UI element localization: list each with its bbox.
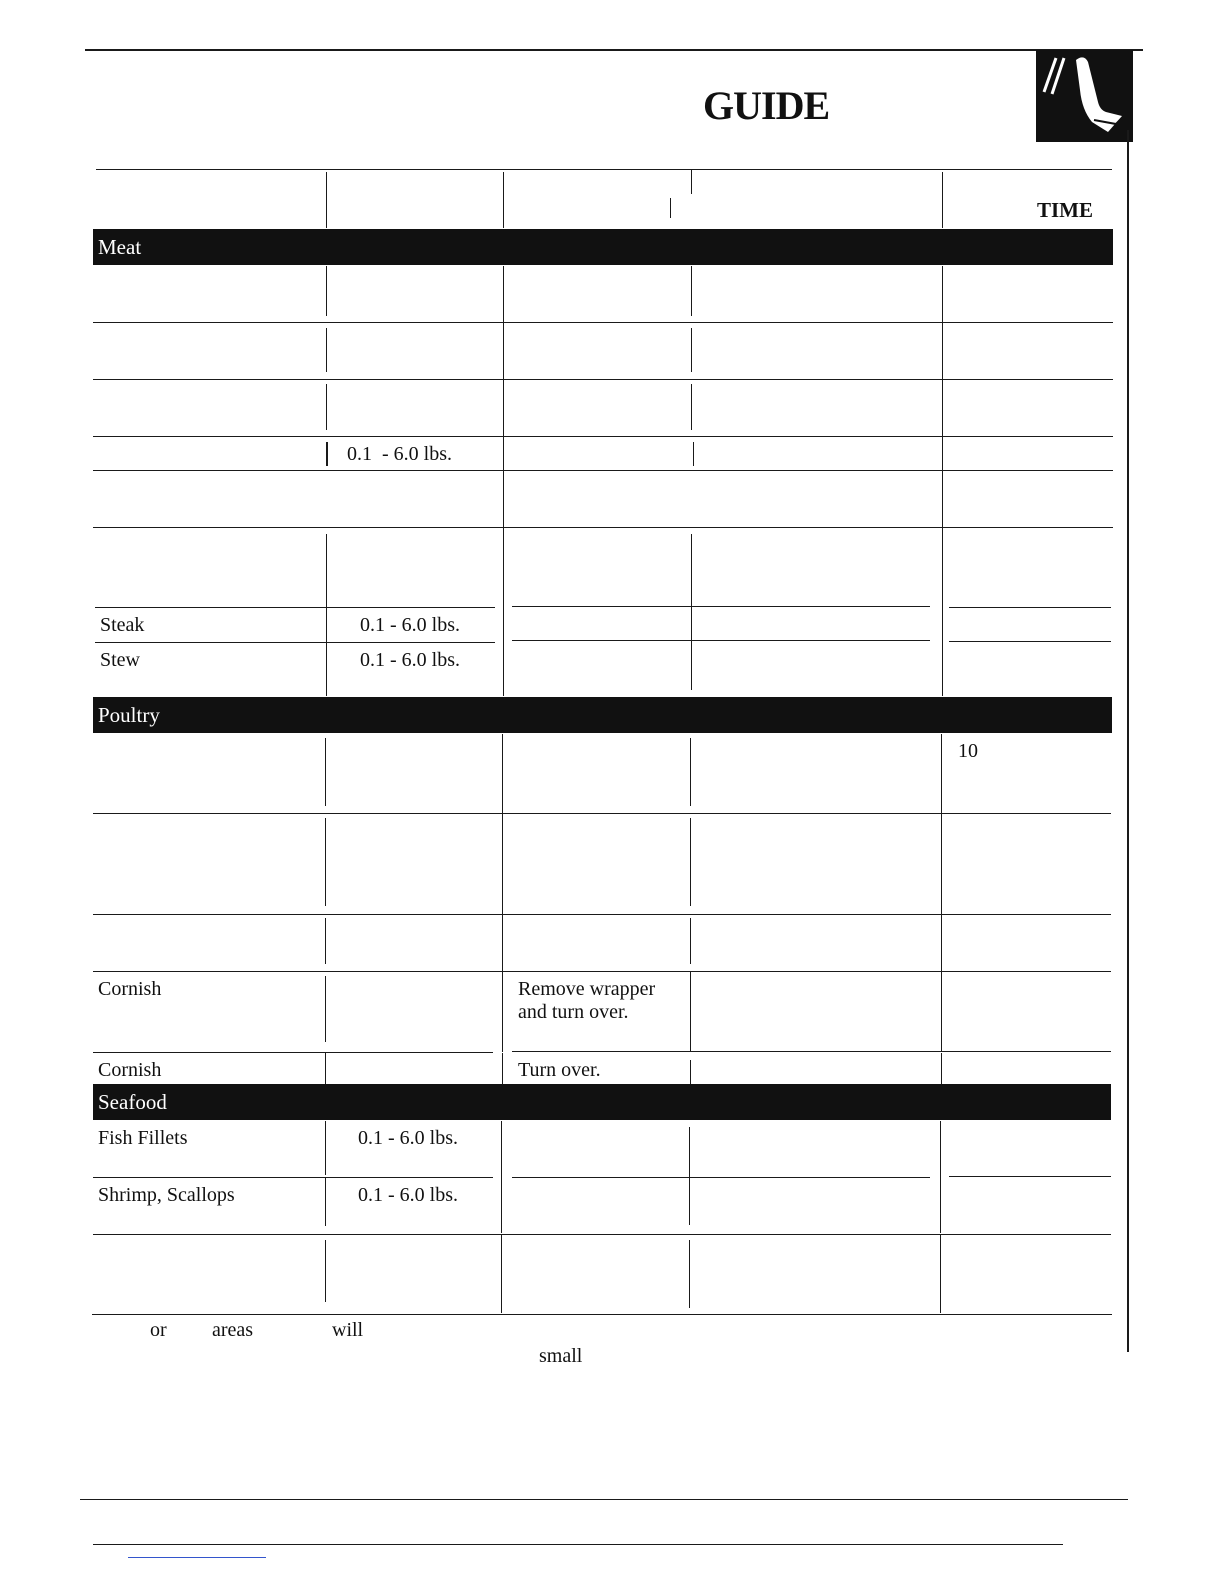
meat-r6-div-1 [326, 534, 327, 696]
poultry-r4-bottom-right [941, 1051, 1111, 1052]
poultry-r1-div-1 [325, 738, 326, 806]
poultry-r4-div-4 [941, 972, 942, 1052]
meat-r3-bottom [93, 436, 1113, 437]
top-rule [85, 49, 1143, 51]
hand-icon-graphic [1036, 50, 1133, 142]
seafood-fish-name: Fish Fillets [98, 1127, 188, 1149]
meat-stew-weight: 0.1 - 6.0 lbs. [360, 649, 460, 671]
seafood-r2-bottom [93, 1234, 1111, 1235]
seafood-fish-weight: 0.1 - 6.0 lbs. [358, 1127, 458, 1149]
meat-r6-div-4 [942, 528, 943, 696]
meat-r4-weight: 0.1 - 6.0 lbs. [347, 443, 452, 465]
seafood-r1-div-3 [689, 1127, 690, 1225]
page-footer-rule [93, 1544, 1063, 1545]
meat-r1-bottom [93, 322, 1113, 323]
page-footer-link-underline [128, 1557, 266, 1558]
meat-r2-div-4 [942, 323, 943, 379]
right-page-edge [1127, 130, 1129, 1352]
section-band-meat: Meat [93, 229, 1113, 265]
meat-steak-name: Steak [100, 614, 145, 636]
meat-r2-div-2 [503, 323, 504, 379]
poultry-cornish2-name: Cornish [98, 1059, 162, 1081]
meat-r4-div-3 [693, 442, 694, 466]
meat-r6-div-3 [691, 534, 692, 690]
time-column-header: TIME [1037, 198, 1094, 222]
poultry-r1-div-4 [941, 734, 942, 813]
meat-r5-div-2 [503, 471, 504, 527]
poultry-r3-div-3 [690, 918, 691, 964]
meat-r4-div-4 [942, 437, 943, 470]
meat-stew-name: Stew [100, 649, 140, 671]
header-col-divider-2 [503, 172, 504, 228]
poultry-r1-div-3 [690, 738, 691, 806]
poultry-cornish2-action: Turn over. [518, 1059, 601, 1081]
meat-r5-bottom [93, 527, 1113, 528]
poultry-r3-div-2 [502, 915, 503, 971]
poultry-r4-div-3 [690, 972, 691, 1052]
meat-r3-div-3 [691, 384, 692, 430]
table-top-rule [96, 169, 1112, 170]
footnote-word-areas: areas [212, 1319, 254, 1341]
seafood-r1-bottom-right [949, 1176, 1111, 1177]
poultry-r3-div-1 [325, 918, 326, 964]
section-band-poultry: Poultry [93, 697, 1112, 733]
poultry-r2-div-3 [690, 818, 691, 906]
poultry-r3-bottom [93, 971, 1111, 972]
footnote-word-will: will [332, 1319, 364, 1341]
poultry-r4-bottom-left [93, 1052, 493, 1053]
meat-steak-bottom-left [95, 642, 495, 643]
seafood-r2-div-1 [325, 1178, 326, 1226]
meat-r1-div-4 [942, 266, 943, 322]
section-band-seafood: Seafood [93, 1084, 1111, 1120]
seafood-r3-div-4 [940, 1235, 941, 1313]
meat-r6-sub-rule-left [95, 607, 495, 608]
seafood-shrimp-weight: 0.1 - 6.0 lbs. [358, 1184, 458, 1206]
poultry-r2-bottom [93, 914, 1111, 915]
seafood-r1-bottom-mid [512, 1177, 930, 1178]
poultry-r5-div-4 [941, 1053, 942, 1084]
page-title: GUIDE [703, 83, 830, 128]
poultry-r5-div-1 [325, 1053, 326, 1084]
page-bottom-rule [80, 1499, 1128, 1500]
meat-steak-weight: 0.1 - 6.0 lbs. [360, 614, 460, 636]
meat-r3-div-1 [326, 384, 327, 430]
header-col-divider-1 [326, 172, 327, 228]
poultry-cornish1-action-line2: and turn over. [518, 1001, 629, 1023]
seafood-r3-div-1 [325, 1240, 326, 1302]
meat-r6-sub-rule-mid [512, 606, 930, 607]
poultry-r2-div-2 [502, 814, 503, 914]
footnote-word-or: or [150, 1319, 167, 1341]
poultry-r5-div-3 [690, 1060, 691, 1084]
seafood-shrimp-name: Shrimp, Scallops [98, 1184, 235, 1206]
header-col-divider-3 [691, 170, 692, 194]
meat-r5-div-4 [942, 471, 943, 527]
meat-r3-div-4 [942, 380, 943, 436]
poultry-r2-div-1 [325, 818, 326, 906]
poultry-r4-bottom-mid [512, 1051, 942, 1052]
meat-r4-bottom [93, 470, 1113, 471]
poultry-cornish1-name: Cornish [98, 978, 162, 1000]
poultry-cornish1-action-line1: Remove wrapper [518, 978, 656, 1000]
meat-r3-div-2 [503, 380, 504, 436]
meat-r4-div-2 [503, 437, 504, 470]
meat-r6-div-2 [503, 528, 504, 696]
seafood-r1-div-4 [940, 1121, 941, 1233]
seafood-r3-div-3 [689, 1240, 690, 1308]
meat-r2-div-3 [691, 328, 692, 372]
seafood-r1-div-1 [325, 1121, 326, 1175]
footnote-word-small: small [539, 1345, 583, 1367]
meat-r2-bottom [93, 379, 1113, 380]
seafood-r1-bottom-left [93, 1177, 493, 1178]
meat-steak-bottom-mid [512, 640, 930, 641]
poultry-r2-div-4 [941, 814, 942, 914]
poultry-r1-bottom [93, 813, 1111, 814]
poultry-r1-time: 10 [958, 740, 978, 762]
seafood-r3-div-2 [501, 1235, 502, 1313]
header-col-divider-3b [670, 198, 671, 218]
meat-r1-div-3 [691, 266, 692, 316]
header-col-divider-4 [942, 172, 943, 228]
poultry-r5-div-2 [502, 1053, 503, 1084]
meat-r1-div-1 [326, 266, 327, 316]
poultry-r4-div-2 [502, 972, 503, 1052]
meat-r1-div-2 [503, 266, 504, 322]
meat-steak-bottom-right [949, 641, 1111, 642]
poultry-r1-div-2 [502, 734, 503, 813]
meat-r2-div-1 [326, 328, 327, 372]
meat-r6-sub-rule-right [949, 607, 1111, 608]
table-bottom-rule [92, 1314, 1112, 1315]
poultry-r3-div-4 [941, 915, 942, 971]
meat-r4-div-1 [326, 442, 328, 466]
poultry-r4-div-1 [325, 976, 326, 1042]
hand-pressing-button-icon [1036, 50, 1133, 142]
seafood-r1-div-2 [501, 1121, 502, 1233]
